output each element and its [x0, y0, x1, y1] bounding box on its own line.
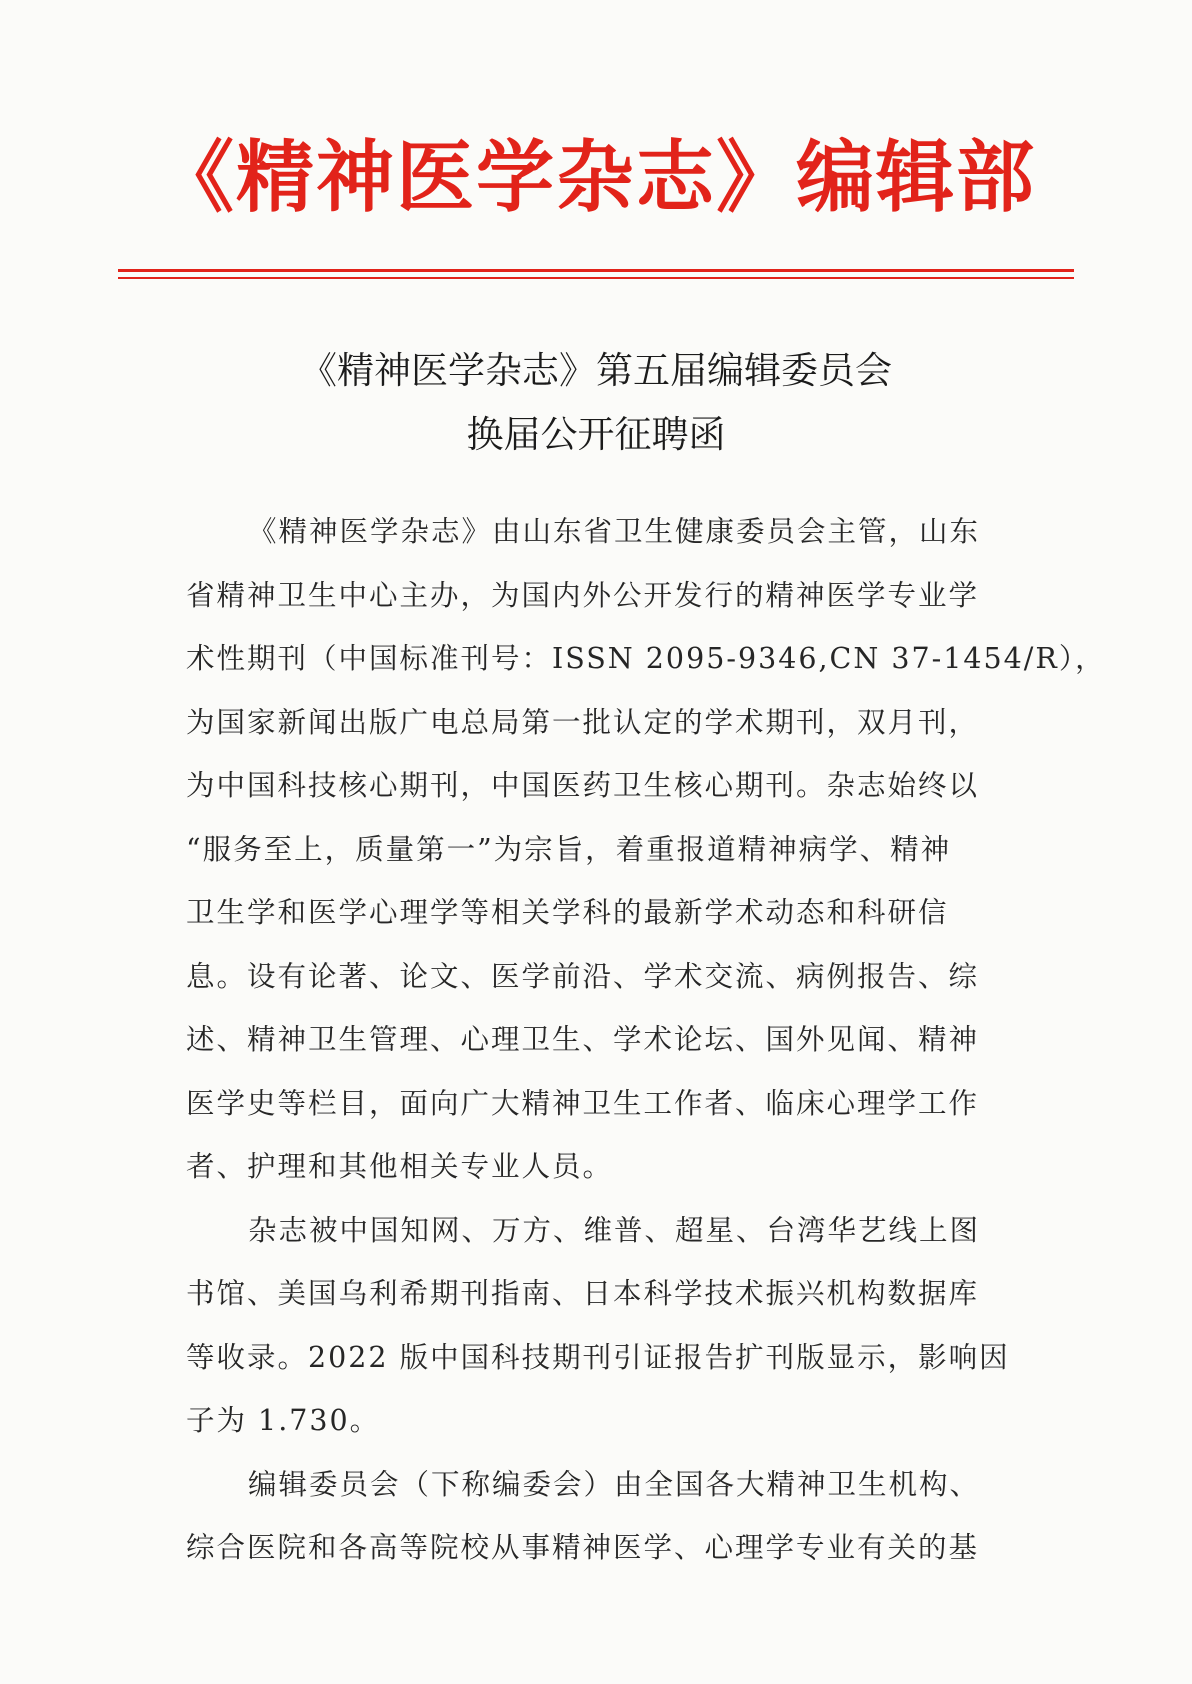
paragraph-line: 子为 1.730。 — [186, 1404, 381, 1437]
paragraph-line: 编辑委员会（下称编委会）由全国各大精神卫生机构、 — [248, 1467, 981, 1501]
paragraph-line: 综合医院和各高等院校从事精神医学、心理学专业有关的基 — [186, 1531, 980, 1564]
document-body — [186, 500, 1106, 1580]
letterhead-rule-thick — [118, 269, 1074, 272]
paragraph — [186, 500, 1106, 1199]
paragraph-line: 为国家新闻出版广电总局第一批认定的学术期刊，双月刊， — [186, 705, 980, 739]
paragraph — [186, 1199, 1016, 1453]
paragraph-line: 卫生学和医学心理学等相关学科的最新学术动态和科研信 — [186, 896, 949, 929]
paragraph-line: 杂志被中国知网、万方、维普、超星、台湾华艺线上图 — [248, 1213, 981, 1247]
letterhead-title: 《精神医学杂志》编辑部 — [155, 133, 1036, 223]
document-title-line-1: 《精神医学杂志》第五届编辑委员会 — [300, 349, 892, 392]
paragraph — [186, 1453, 1016, 1580]
paragraph-line: 息。设有论著、论文、医学前沿、学术交流、病例报告、综 — [186, 959, 980, 993]
paragraph-line: 《精神医学杂志》由山东省卫生健康委员会主管，山东 — [248, 515, 981, 548]
paragraph-line: 书馆、美国乌利希期刊指南、日本科学技术振兴机构数据库 — [186, 1277, 980, 1310]
paragraph-line: 等收录。2022 版中国科技期刊引证报告扩刊版显示，影响因 — [186, 1340, 1010, 1374]
paragraph-line: 者、护理和其他相关专业人员。 — [186, 1150, 614, 1183]
paragraph-line: 为中国科技核心期刊，中国医药卫生核心期刊。杂志始终以 — [186, 769, 980, 802]
paragraph-line: “服务至上，质量第一”为宗旨，着重报道精神病学、精神 — [186, 832, 952, 866]
document-title-line-2: 换届公开征聘函 — [466, 413, 726, 456]
paragraph-line: 术性期刊（中国标准刊号：ISSN 2095-9346,CN 37-1454/R）， — [186, 642, 1106, 675]
paragraph-line: 省精神卫生中心主办，为国内外公开发行的精神医学专业学 — [186, 578, 980, 612]
paragraph-line: 述、精神卫生管理、心理卫生、学术论坛、国外见闻、精神 — [186, 1023, 980, 1056]
paragraph-line: 医学史等栏目，面向广大精神卫生工作者、临床心理学工作 — [186, 1086, 980, 1120]
letterhead-rule-thin — [118, 277, 1074, 279]
